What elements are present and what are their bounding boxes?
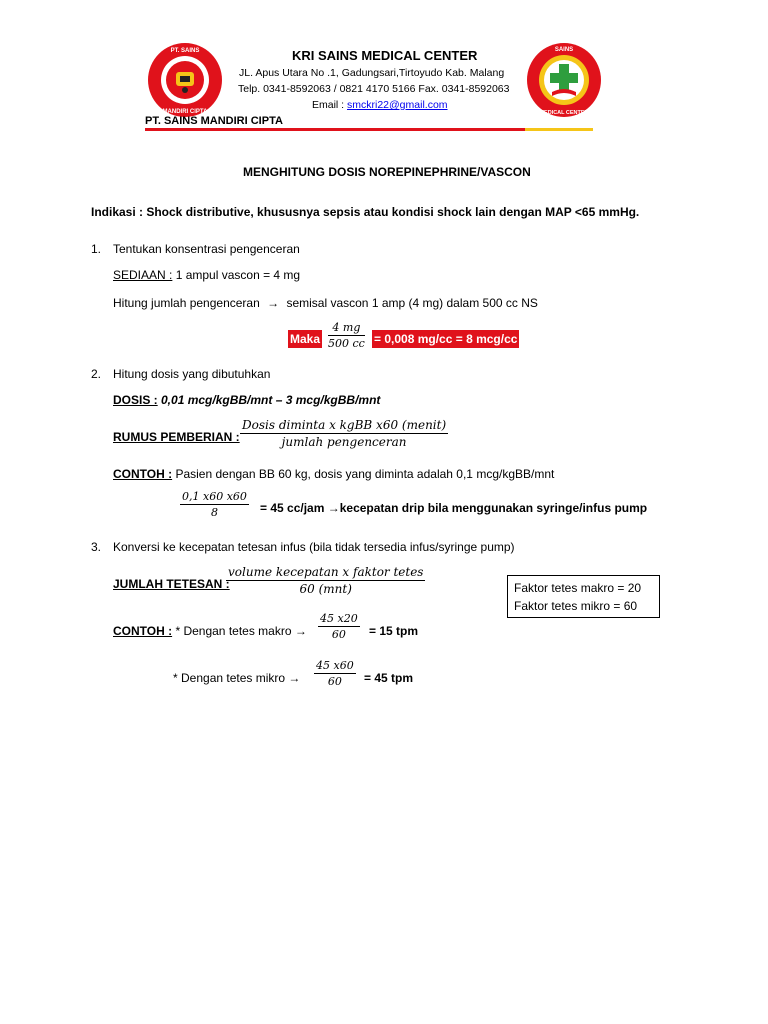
arrow-icon: → [294, 624, 307, 638]
mikro-result: = 45 tpm [364, 671, 414, 685]
arrow-icon: → [327, 501, 340, 515]
step3-contoh-label: CONTOH : [113, 624, 173, 638]
step1-frac-den: 500 cc [328, 337, 365, 350]
makro-result: = 15 tpm [369, 624, 419, 638]
step2-contoh [113, 467, 554, 481]
box-line-mikro: Faktor tetes mikro = 60 [514, 599, 638, 613]
right-logo [526, 42, 602, 118]
step1-fraction [328, 321, 365, 350]
makro-num: 45 x20 [320, 612, 358, 625]
calc-result: = 45 cc/jam [260, 501, 328, 515]
rumus-den: jumlah pengenceran [281, 435, 407, 449]
makro-line [113, 624, 307, 638]
calc-note: kecepatan drip bila menggunakan syringe/infus pump [339, 501, 648, 515]
jumlah-label: JUMLAH TETESAN : [113, 577, 230, 591]
step1-heading: Tentukan konsentrasi pengenceran [113, 242, 300, 256]
mikro-text: * Dengan tetes mikro [173, 671, 289, 685]
email-link[interactable]: smckri22@gmail.com [347, 99, 448, 111]
email-label: Email : [312, 99, 348, 111]
phone: Telp. 0341-8592063 / 0821 4170 5166 Fax. 0341-8592063 [238, 83, 510, 95]
sediaan-value: 1 ampul vascon = 4 mg [172, 268, 301, 282]
arrow-icon: → [267, 296, 280, 310]
calc-den: 8 [210, 506, 218, 519]
makro-den: 60 [331, 628, 346, 641]
calc-fraction [180, 490, 249, 519]
svg-text:SAINS: SAINS [554, 47, 574, 53]
left-logo [147, 42, 223, 118]
svg-text:PT. SAINS: PT. SAINS [170, 48, 200, 54]
calc-num: 0,1 x60 x60 [182, 490, 247, 503]
rumus-num: Dosis diminta x kgBB x60 (menit) [242, 418, 447, 432]
rumus-label: RUMUS PEMBERIAN : [113, 430, 240, 444]
email-line [312, 99, 448, 111]
drop-factor-box [507, 575, 660, 618]
step1-sediaan [113, 268, 300, 282]
jumlah-den: 60 (mnt) [299, 582, 352, 596]
jumlah-fraction [226, 565, 425, 596]
step1-number: 1. [91, 242, 102, 256]
header-divider-red [145, 128, 525, 131]
step2-heading: Hitung dosis yang dibutuhkan [113, 367, 271, 381]
hitung-rest: semisal vascon 1 amp (4 mg) dalam 500 cc NS [286, 296, 538, 310]
org-name: KRI SAINS MEDICAL CENTER [292, 48, 478, 63]
step2-contoh-text: Pasien dengan BB 60 kg, dosis yang diminta adalah 0,1 mcg/kgBB/mnt [172, 467, 555, 481]
step2-number: 2. [91, 367, 102, 381]
rumus-fraction [240, 418, 448, 449]
mikro-den: 60 [327, 675, 342, 688]
step3-heading: Konversi ke kecepatan tetesan infus (bila tidak tersedia infus/syringe pump) [113, 540, 515, 554]
makro-text: * Dengan tetes makro [172, 624, 295, 638]
mikro-fraction [314, 659, 356, 688]
step2-contoh-label: CONTOH : [113, 467, 173, 481]
document-title: MENGHITUNG DOSIS NOREPINEPHRINE/VASCON [243, 165, 531, 179]
hitung-text: Hitung jumlah pengenceran [113, 296, 260, 310]
jumlah-num: volume kecepatan x faktor tetes [228, 565, 424, 579]
calc-result-line [260, 501, 647, 515]
makro-fraction [318, 612, 360, 641]
arrow-icon: → [288, 671, 301, 685]
sediaan-label: SEDIAAN : [113, 268, 173, 282]
maka-label: Maka [290, 332, 321, 346]
mikro-num: 45 x60 [316, 659, 354, 672]
box-line-makro: Faktor tetes makro = 20 [514, 581, 642, 595]
header-divider-yellow [525, 128, 593, 131]
step1-result: = 0,008 mg/cc = 8 mcg/cc [374, 332, 518, 346]
company-name: PT. SAINS MANDIRI CIPTA [145, 115, 283, 127]
step3-number: 3. [91, 540, 102, 554]
step1-frac-num: 4 mg [328, 321, 365, 336]
svg-text:MANDIRI CIPTA: MANDIRI CIPTA [162, 109, 208, 115]
mikro-line [173, 671, 300, 685]
svg-text:MEDICAL CENTER: MEDICAL CENTER [539, 110, 589, 116]
step2-dosis [113, 393, 380, 407]
dosis-label: DOSIS : [113, 393, 158, 407]
dosis-value: 0,01 mcg/kgBB/mnt – 3 mcg/kgBB/mnt [157, 393, 381, 407]
step1-hitung [113, 296, 538, 310]
address: JL. Apus Utara No .1, Gadungsari,Tirtoyudo Kab. Malang [239, 67, 505, 79]
indication-text: Indikasi : Shock distributive, khususnya sepsis atau kondisi shock lain dengan MAP <65 mmHg. [91, 205, 640, 219]
